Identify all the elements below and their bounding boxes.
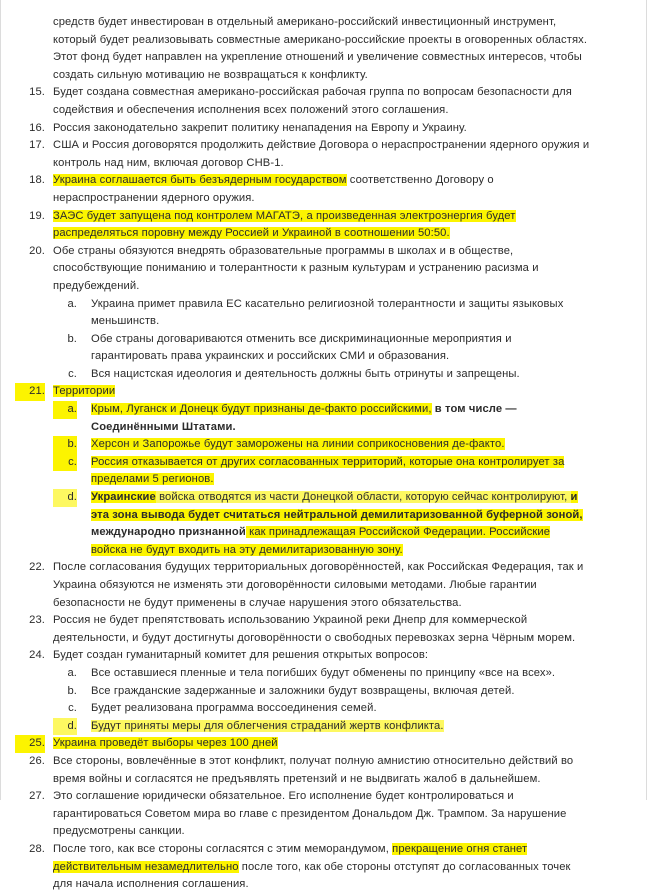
list-marker-26: 26. — [29, 754, 45, 767]
item-28-line-2 — [53, 859, 636, 877]
item-20b-line-2: гарантировать права украинских и российских СМИ и образования. — [91, 350, 450, 363]
item-21d-bold-3: международно признанной — [91, 526, 246, 539]
list-marker-28: 28. — [29, 842, 45, 855]
list-item-24a — [53, 665, 636, 683]
list-marker-21a: a. — [53, 401, 77, 419]
list-item-15 — [15, 84, 636, 119]
list-item-16 — [15, 120, 636, 138]
item-21d-highlight-4: войска не будут входить на эту демилитаризованную зону. — [91, 543, 403, 556]
item-24b-line-1: Все гражданские задержанные и заложники будут возвращены, включая детей. — [91, 684, 515, 697]
list-item-20c — [53, 366, 636, 384]
item-28-line-3: для начала исполнения соглашения. — [53, 878, 249, 891]
list-marker-15: 15. — [29, 86, 45, 99]
item-21d-bold-lead: Украинские — [91, 491, 156, 504]
item-18-highlight: Украина соглашается быть безъядерным государством — [53, 174, 347, 187]
item-21-title-line — [53, 383, 636, 401]
list-item-21 — [15, 383, 636, 559]
item-21b-line-1 — [91, 436, 636, 454]
intro-line-1: средств будет инвестирован в отдельный американо-российский инвестиционный инструмент, — [53, 16, 557, 28]
item-21c-line-1 — [91, 454, 636, 472]
list-marker-25: 25. — [15, 735, 45, 753]
list-item-18 — [15, 172, 636, 207]
item-18-line-1-rest: соответственно Договору о — [346, 174, 494, 187]
list-item-21a — [53, 401, 636, 436]
item-19-line-2 — [53, 225, 636, 243]
list-item-26 — [15, 753, 636, 788]
list-item-24d — [53, 718, 636, 736]
list-marker-24d: d. — [53, 718, 77, 736]
list-item-20a — [53, 296, 636, 331]
list-marker-24b: b. — [67, 684, 77, 697]
numbered-list — [15, 84, 636, 893]
item-20b-line-1: Обе страны договариваются отменить все дискриминационные мероприятия и — [91, 332, 512, 345]
intro-paragraph — [15, 14, 636, 84]
item-21a-line-2: Соединёнными Штатами. — [91, 420, 236, 433]
list-marker-16: 16. — [29, 121, 45, 134]
item-22-line-3: безопасности не будут применены в случае нарушения этого обязательства. — [53, 596, 462, 609]
item-22-line-2: Украина обязуются не изменять эти договорённости силовыми методами. Любые гарантии — [53, 579, 537, 591]
item-28-line-1 — [53, 841, 636, 859]
item-28-highlight-2: действительным незамедлительно — [53, 860, 239, 873]
item-24-line-1: Будет создан гуманитарный комитет для решения открытых вопросов: — [53, 649, 429, 662]
item-23-line-2: деятельности, и будут достигнуты договорённости о свободных перевозках зерна Чёрным морем. — [53, 631, 576, 644]
item-17-line-1: США и Россия договорятся продолжить действие Договора о нераспространении ядерного оружия и — [53, 139, 590, 152]
list-item-28 — [15, 841, 636, 894]
item-24a-line-1: Все оставшиеся пленные и тела погибших будут обменены по принципу «все на всех». — [91, 666, 556, 679]
intro-line-4: создать сильную мотивацию не возвращаться к конфликту. — [53, 68, 368, 81]
list-marker-20b: b. — [67, 332, 77, 345]
list-marker-21: 21. — [15, 383, 45, 401]
list-item-21d — [53, 489, 636, 559]
list-item-27 — [15, 788, 636, 841]
item-20a-line-1: Украина примет правила ЕС касательно религиозной толерантности и защиты языковых — [91, 297, 564, 310]
item-24d-line-1 — [91, 718, 636, 736]
list-item-24c — [53, 700, 636, 718]
list-item-21b — [53, 436, 636, 454]
list-item-17 — [15, 137, 636, 172]
item-15-line-2: содействия и обеспечения исполнения всех положений этого соглашения. — [53, 103, 449, 116]
list-marker-22: 22. — [29, 561, 45, 574]
item-20-line-1: Обе страны обязуются внедрять образовательные программы в школах и в обществе, — [53, 244, 514, 257]
item-15-line-1: Будет создана совместная американо-российская рабочая группа по вопросам безопасности для — [53, 86, 572, 99]
list-item-19 — [15, 208, 636, 243]
list-item-24 — [15, 647, 636, 735]
item-24d-highlight: Будут приняты меры для облегчения страданий жертв конфликта. — [91, 719, 444, 732]
list-marker-20a: a. — [67, 297, 77, 310]
item-23-line-1: Россия не будет препятствовать использованию Украиной реки Днепр для коммерческой — [53, 614, 528, 627]
list-marker-21b: b. — [53, 436, 77, 454]
list-marker-19: 19. — [29, 209, 45, 222]
list-marker-20c: c. — [68, 367, 77, 380]
item-19-line-1 — [53, 208, 636, 226]
item-22-line-1: После согласования будущих территориальных договорённостей, как Российская Федерация, так и — [53, 561, 584, 574]
list-marker-17: 17. — [29, 139, 45, 152]
sublist-21 — [53, 401, 636, 559]
list-item-20b — [53, 331, 636, 366]
item-16-line-1: Россия законодательно закрепит политику ненападения на Европу и Украину. — [53, 121, 467, 134]
item-21d-line-1-rest: войска отводятся из части Донецкой области, которую сейчас контролируют, — [155, 491, 571, 504]
item-27-line-1: Это соглашение юридически обязательное. Его исполнение будет контролироваться и — [53, 790, 514, 803]
intro-line-3: Этот фонд будет направлен на укрепление отношений и увеличение совместных интересов, чтобы — [53, 51, 582, 64]
list-item-22 — [15, 559, 636, 612]
item-27-line-2: гарантироваться Советом мира во главе с президентом Дональдом Дж. Трампом. За нарушение — [53, 807, 567, 820]
item-21b-highlight: Херсон и Запорожье будут заморожены на линии соприкосновения де-факто. — [91, 438, 505, 451]
item-18-line-2: нераспространении ядерного оружия. — [53, 191, 255, 204]
item-21d-line-1 — [91, 489, 636, 507]
list-marker-24: 24. — [29, 649, 45, 662]
item-28-line-2-rest: после того, как обе стороны отступят до согласованных точек — [238, 860, 571, 873]
list-marker-23: 23. — [29, 614, 45, 627]
item-19-highlight-2: распределяться поровну между Россией и Украиной в соотношении 50:50. — [53, 227, 450, 240]
list-item-21c — [53, 454, 636, 489]
item-24c-line-1: Будет реализована программа воссоединения семей. — [91, 702, 377, 715]
item-19-highlight-1: ЗАЭС будет запущена под контролем МАГАТЭ, а произведенная электроэнергия будет — [53, 209, 516, 222]
list-item-25 — [15, 735, 636, 753]
list-marker-24c: c. — [68, 702, 77, 715]
item-17-line-2: контроль над ним, включая договор СНВ-1. — [53, 156, 284, 169]
list-marker-27: 27. — [29, 790, 45, 803]
item-21d-bold-tail: и — [570, 491, 578, 504]
item-20a-line-2: меньшинств. — [91, 315, 160, 328]
item-21d-line-3 — [91, 524, 636, 542]
item-21a-bold-1: в том числе — — [431, 403, 517, 416]
list-marker-21d: d. — [53, 489, 77, 507]
item-21d-highlight-3: как принадлежащая Российской Федерации. Российские — [245, 526, 551, 539]
item-20-line-2: способствующие пониманию и толерантности к разным культурам и устранению расизма и — [53, 262, 539, 275]
list-marker-24a: a. — [67, 666, 77, 679]
item-28-line-1-plain: После того, как все стороны согласятся с этим меморандумом, — [53, 842, 393, 855]
item-21c-line-2 — [91, 471, 636, 489]
list-item-23 — [15, 612, 636, 647]
item-26-line-2: время войны и согласятся не предъявлять претензий и не выдвигать жалоб в дальнейшем. — [53, 772, 541, 785]
item-20c-line-1: Вся нацистская идеология и деятельность должны быть отринуты и запрещены. — [91, 367, 520, 380]
item-21d-highlight-2: эта зона вывода будет считаться нейтральной демилитаризованной буферной зоной, — [91, 508, 583, 521]
item-21a-highlight: Крым, Луганск и Донецк будут признаны де-факто российскими, — [91, 403, 432, 416]
item-21d-line-4 — [91, 542, 636, 560]
list-marker-21c: c. — [53, 454, 77, 472]
list-item-20 — [15, 243, 636, 384]
list-item-24b — [53, 683, 636, 701]
list-marker-20: 20. — [29, 244, 45, 257]
item-28-highlight-1: прекращение огня станет — [392, 842, 528, 855]
item-21c-highlight-1: Россия отказывается от других согласованных территорий, которые она контролирует за — [91, 455, 565, 468]
intro-line-2: который будет реализовывать совместные американо-российские проекты в оговоренных областях. — [53, 33, 588, 46]
item-27-line-3: предусмотрены санкции. — [53, 825, 185, 838]
sublist-20 — [53, 296, 636, 384]
item-26-line-1: Все стороны, вовлечённые в этот конфликт, получат полную амнистию относительно действий во — [53, 754, 574, 767]
item-21-title: Территории — [53, 385, 116, 398]
list-marker-18: 18. — [29, 174, 45, 187]
item-18-line-1 — [53, 172, 636, 190]
item-25-line-1 — [53, 735, 636, 753]
item-21c-highlight-2: пределами 5 регионов. — [91, 473, 214, 486]
item-21d-line-2 — [91, 507, 636, 525]
document-body — [15, 14, 636, 894]
item-20-line-3: предубеждений. — [53, 279, 140, 292]
sublist-24 — [53, 665, 636, 735]
item-25-highlight: Украина проведёт выборы через 100 дней — [53, 737, 278, 750]
item-21a-line-1 — [91, 401, 636, 419]
